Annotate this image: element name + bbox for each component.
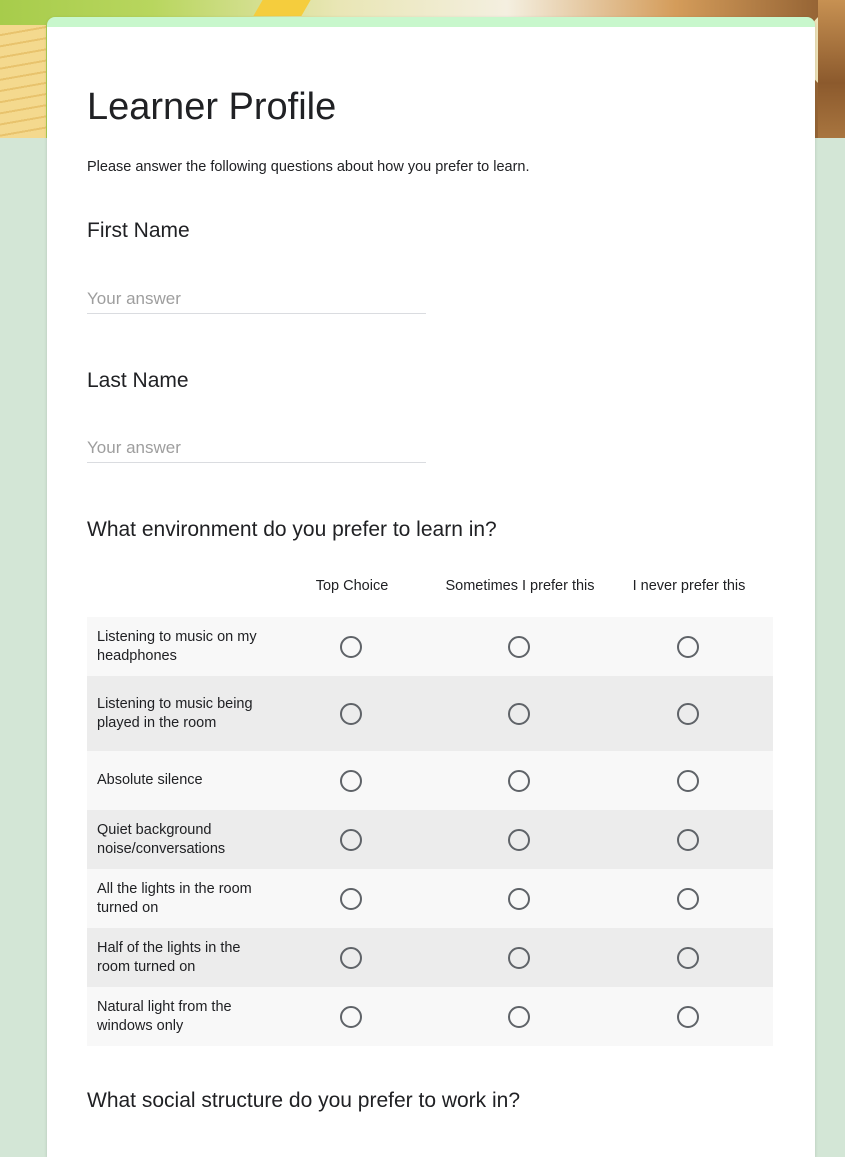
grid-radio-button[interactable]	[340, 829, 362, 851]
grid-radio-button[interactable]	[340, 947, 362, 969]
grid-radio-button[interactable]	[677, 703, 699, 725]
grid-radio-button[interactable]	[340, 770, 362, 792]
form-card	[47, 17, 815, 1157]
grid-row-label: All the lights in the room turned on	[97, 880, 252, 916]
grid-row	[87, 928, 773, 987]
grid-radio-button[interactable]	[677, 1006, 699, 1028]
banner-pencil-decoration	[253, 0, 310, 16]
form-description: Please answer the following questions about how you prefer to learn.	[87, 159, 530, 175]
grid-row	[87, 810, 773, 869]
grid-radio-button[interactable]	[340, 1006, 362, 1028]
grid-row-label: Natural light from the windows only	[97, 998, 232, 1034]
last-name-input[interactable]	[87, 433, 426, 463]
grid-row-label: Absolute silence	[97, 772, 203, 788]
column-header-sometimes: Sometimes I prefer this	[445, 577, 595, 594]
grid-radio-button[interactable]	[508, 703, 530, 725]
question-social-title: What social structure do you prefer to work in?	[87, 1089, 521, 1112]
first-name-input[interactable]	[87, 284, 426, 314]
grid-radio-button[interactable]	[677, 947, 699, 969]
grid-radio-button[interactable]	[508, 947, 530, 969]
grid-row	[87, 617, 773, 676]
grid-row-label: Listening to music on my headphones	[97, 628, 257, 664]
banner-desk-decoration	[818, 0, 845, 138]
grid-rows	[87, 617, 773, 1046]
grid-row	[87, 987, 773, 1046]
grid-radio-button[interactable]	[508, 1006, 530, 1028]
form-title: Learner Profile	[87, 86, 337, 128]
grid-radio-button[interactable]	[677, 888, 699, 910]
banner-notebook-decoration	[0, 25, 46, 138]
grid-radio-button[interactable]	[677, 770, 699, 792]
grid-row-label: Listening to music being played in the room	[97, 695, 253, 731]
grid-header-row	[87, 561, 773, 611]
grid-radio-button[interactable]	[677, 829, 699, 851]
grid-radio-button[interactable]	[508, 888, 530, 910]
question-environment-title: What environment do you prefer to learn in?	[87, 518, 497, 541]
grid-row	[87, 676, 773, 751]
grid-radio-button[interactable]	[508, 829, 530, 851]
grid-row-label: Half of the lights in the room turned on	[97, 939, 241, 975]
grid-radio-button[interactable]	[677, 636, 699, 658]
grid-row	[87, 869, 773, 928]
grid-row	[87, 751, 773, 810]
grid-radio-button[interactable]	[508, 770, 530, 792]
question-first-name-title: First Name	[87, 219, 190, 242]
column-header-top-choice: Top Choice	[315, 577, 389, 594]
column-header-never: I never prefer this	[632, 577, 746, 594]
grid-radio-button[interactable]	[340, 636, 362, 658]
grid-radio-button[interactable]	[340, 703, 362, 725]
grid-row-label: Quiet background noise/conversations	[97, 821, 226, 857]
environment-choice-grid	[87, 561, 773, 1046]
grid-radio-button[interactable]	[508, 636, 530, 658]
grid-radio-button[interactable]	[340, 888, 362, 910]
question-last-name-title: Last Name	[87, 369, 189, 392]
